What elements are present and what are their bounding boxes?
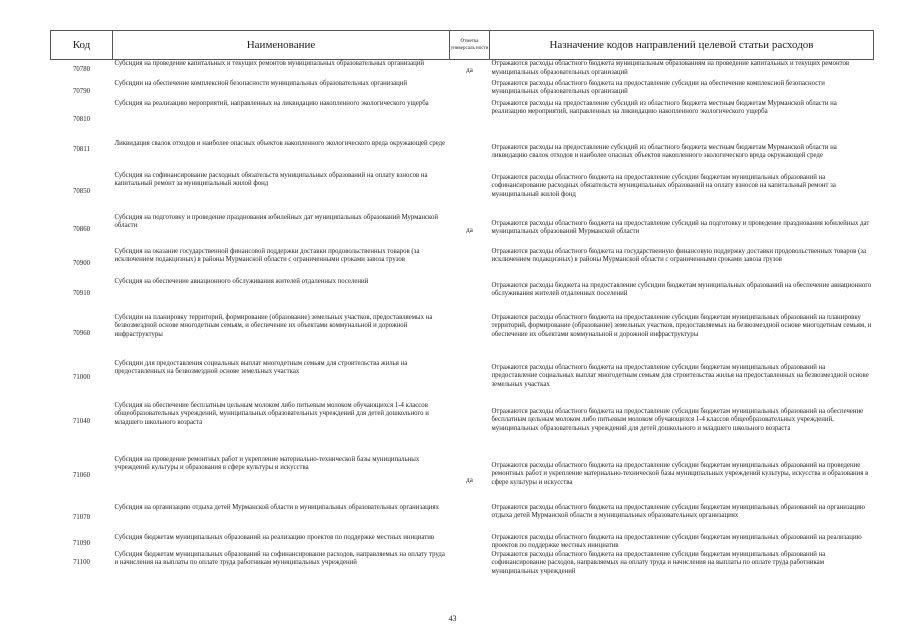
purpose-cell: Отражаются расходы областного бюджета на государственную финансовую поддержку доставки продовольственных товаров (за исключением подакцизных) в районы Мурманской области с ограниченными сроками завоза грузов — [491, 247, 866, 264]
code-cell: 71000 — [73, 373, 90, 381]
universality-cell: да — [466, 475, 473, 484]
header-purpose: Назначение кодов направлений целевой статьи расходов — [490, 31, 874, 60]
universality-cell — [450, 140, 490, 172]
name-cell: Субсидии на обеспечение комплексной безопасности муниципальных образовательных организаций — [114, 79, 408, 87]
code-cell: 70810 — [73, 115, 90, 123]
code-cell: 71070 — [73, 513, 90, 521]
universality-cell — [450, 360, 490, 402]
table-body — [51, 60, 874, 581]
code-cell: 71100 — [73, 558, 90, 566]
purpose-cell: Отражаются расходы областного бюджета на предоставление субсидии бюджетам муниципальных образований на обеспечение бесплатным цельным молоком либо питьевым молоком обучающихся 1-4 классов общеобразовательных учреждений, муниципальных образовательных учреждений для детей дошкольного и младшего школьного возраста — [491, 407, 864, 432]
universality-cell — [450, 504, 490, 534]
table-row — [51, 551, 874, 581]
table-row — [51, 80, 874, 100]
header-code: Код — [51, 31, 113, 60]
name-cell: Субсидии на планировку территорий, формирование (образование) земельных участков, предоставляемых на безвозмездной основе многодетным семьям, и обеспечение их объектами коммунальной и дорожной инфраструктуры — [114, 313, 433, 338]
table-row — [51, 214, 874, 248]
table-row — [51, 534, 874, 551]
name-cell: Субсидия на проведение ремонтных работ и укрепление материально-технической базы муниципальных учреждений культуры и образования в сфере культуры и искусства — [114, 455, 420, 472]
universality-cell — [450, 402, 490, 456]
name-cell: Ликвидация свалок отходов и наиболее опасных объектов накопленного экологического вреда окружающей среде — [114, 139, 446, 147]
name-cell: Субсидия бюджетам муниципальных образований на реализацию проектов по поддержке местных инициатив — [114, 533, 435, 541]
table-row — [51, 278, 874, 314]
universality-cell — [450, 172, 490, 214]
name-cell: Субсидия на реализацию мероприятий, направленных на ликвидацию накопленного экологического ущерба — [114, 99, 429, 107]
name-cell: Субсидия на обеспечение авиационного обслуживания жителей отдаленных поселений — [114, 277, 369, 285]
purpose-cell: Отражаются расходы на предоставление субсидий из областного бюджета местным бюджетам Мурманской области на ликвидацию свалок отходов и наиболее опасных объектов накопленного экологического вреда окружающей среде — [491, 143, 837, 160]
universality-cell — [450, 100, 490, 140]
purpose-cell: Отражаются расходы областного бюджета на предоставление субсидии бюджетам муниципальных образований на реализацию проектов по поддержке местных инициатив — [491, 533, 862, 550]
name-cell: Субсидия на софинансирование расходных обязательств муниципальных образований на оплату взносов на капитальный ремонт за муниципальный жилой фонд — [114, 171, 428, 188]
code-cell: 70850 — [73, 187, 90, 195]
name-cell: Субсидия на обеспечение бесплатным цельным молоком либо питьевым молоком обучающихся 1-4 классов общеобразовательных учреждений, муниципальных образовательных учреждений для детей дошкольного и младшего школьного возраста — [114, 401, 429, 426]
table-row — [51, 172, 874, 214]
table-row — [51, 100, 874, 140]
purpose-cell: Отражаются расходы на предоставление субсидий из областного бюджета местным бюджетам Мурманской области на реализацию мероприятий, направленных на ликвидацию накопленного экологического ущерба — [491, 99, 837, 116]
table-row — [51, 314, 874, 360]
purpose-cell: Отражаются расходы областного бюджета на предоставление субсидии бюджетам муниципальных образований на софинансирование расходов, направляемых на оплату труда и начисления на выплаты по оплате труда работникам муниципальных учреждений — [491, 550, 826, 575]
universality-cell — [450, 551, 490, 581]
name-cell: Субсидия на подготовку и проведение празднования юбилейных дат муниципальных образований Мурманской области — [114, 213, 439, 230]
purpose-cell: Отражаются расходы бюджета на предоставление субсидии бюджетам муниципальных образований на обеспечение авиационного обслуживания жителей отдаленных поселений — [491, 281, 872, 298]
table-row — [51, 456, 874, 504]
table-row — [51, 248, 874, 278]
universality-cell — [450, 80, 490, 100]
purpose-cell: Отражаются расходы областного бюджета на предоставление субсидии бюджетам муниципальных образований на планировку территорий, формирование (образование) земельных участков, предоставляемых на безвозмездной основе многодетным семьям, и обеспечение их объектами коммунальной и дорожной инфраструктуры — [491, 313, 872, 338]
universality-cell — [450, 278, 490, 314]
universality-cell: да — [466, 66, 473, 74]
universality-cell — [450, 314, 490, 360]
universality-cell: да — [466, 225, 473, 234]
code-cell: 71090 — [73, 539, 90, 547]
code-cell: 70900 — [73, 259, 90, 267]
purpose-cell: Отражаются расходы областного бюджета на предоставление субсидии бюджетам муниципальных образований на предоставление социальных выплат многодетным семьям для строительства жилья на предоставленных на безвозмездной основе земельных участках — [491, 363, 869, 388]
name-cell: Субсидия на оказание государственной финансовой поддержки доставки продовольственных товаров (за исключением подакцизных) в районы Мурманской области с ограниченными сроками завоза грузов — [114, 247, 420, 264]
code-cell: 70910 — [73, 289, 90, 297]
code-cell: 71040 — [73, 417, 90, 425]
code-cell: 71060 — [73, 471, 90, 479]
header-name: Наименование — [113, 31, 450, 60]
page-number: 43 — [448, 614, 457, 623]
purpose-cell: Отражаются расходы областного бюджета на предоставление субсидии на обеспечение комплексной безопасности муниципальных образовательных организаций — [491, 79, 825, 96]
document-sheet — [50, 30, 873, 581]
universality-cell — [450, 534, 490, 551]
code-cell: 70780 — [73, 66, 90, 73]
table-row — [51, 504, 874, 534]
universality-cell — [450, 248, 490, 278]
table-header-row — [51, 31, 874, 60]
table-row — [51, 360, 874, 402]
table-row — [51, 60, 874, 80]
purpose-cell: Отражаются расходы областного бюджета на предоставление субсидии бюджетам муниципальных образований на софинансирование расходных обязательств муниципальных образований на оплату взносов на капитальный ремонт за муниципальный жилой фонд — [491, 173, 836, 198]
name-cell: Субсидия на организацию отдыха детей Мурманской области в муниципальных образовательных организациях — [114, 503, 439, 511]
purpose-cell: Отражаются расходы областного бюджета на предоставление субсидии бюджетам муниципальных образований на организацию отдыха детей Мурманской области в муниципальных образовательных организациях — [491, 503, 865, 520]
name-cell: Субсидия на проведение капитальных и текущих ремонтов муниципальных образовательных организаций — [114, 60, 425, 67]
table-row — [51, 140, 874, 172]
name-cell: Субсидия бюджетам муниципальных образований на софинансирование расходов, направляемых на оплату труда и начисления на выплаты по оплате труда работникам муниципальных учреждений — [114, 550, 445, 567]
purpose-cell: Отражаются расходы областного бюджета муниципальным образованиям на проведение капитальных и текущих ремонтов муниципальных образовательных организаций — [491, 60, 850, 76]
code-cell: 70860 — [73, 225, 90, 233]
purpose-cell: Отражаются расходы областного бюджета на предоставление субсидий на подготовку и проведение празднования юбилейных дат муниципальных образований Мурманской области — [491, 219, 870, 236]
target-codes-table — [50, 30, 874, 581]
header-universality: Отметка универсаль ности — [450, 31, 490, 60]
name-cell: Субсидии для предоставления социальных выплат многодетным семьям для строительства жилья на предоставленных на безвозмездной основе земельных участках — [114, 359, 408, 376]
purpose-cell: Отражаются расходы областного бюджета на предоставление субсидии бюджетам муниципальных образований на проведение ремонтных работ и укрепление материально-технической базы муниципальных учреждений культуры, искусства и образования в сфере культуры и искусства — [491, 461, 869, 486]
code-cell: 70790 — [73, 87, 90, 95]
code-cell: 70960 — [73, 329, 90, 337]
code-cell: 70811 — [73, 145, 90, 153]
table-row — [51, 402, 874, 456]
